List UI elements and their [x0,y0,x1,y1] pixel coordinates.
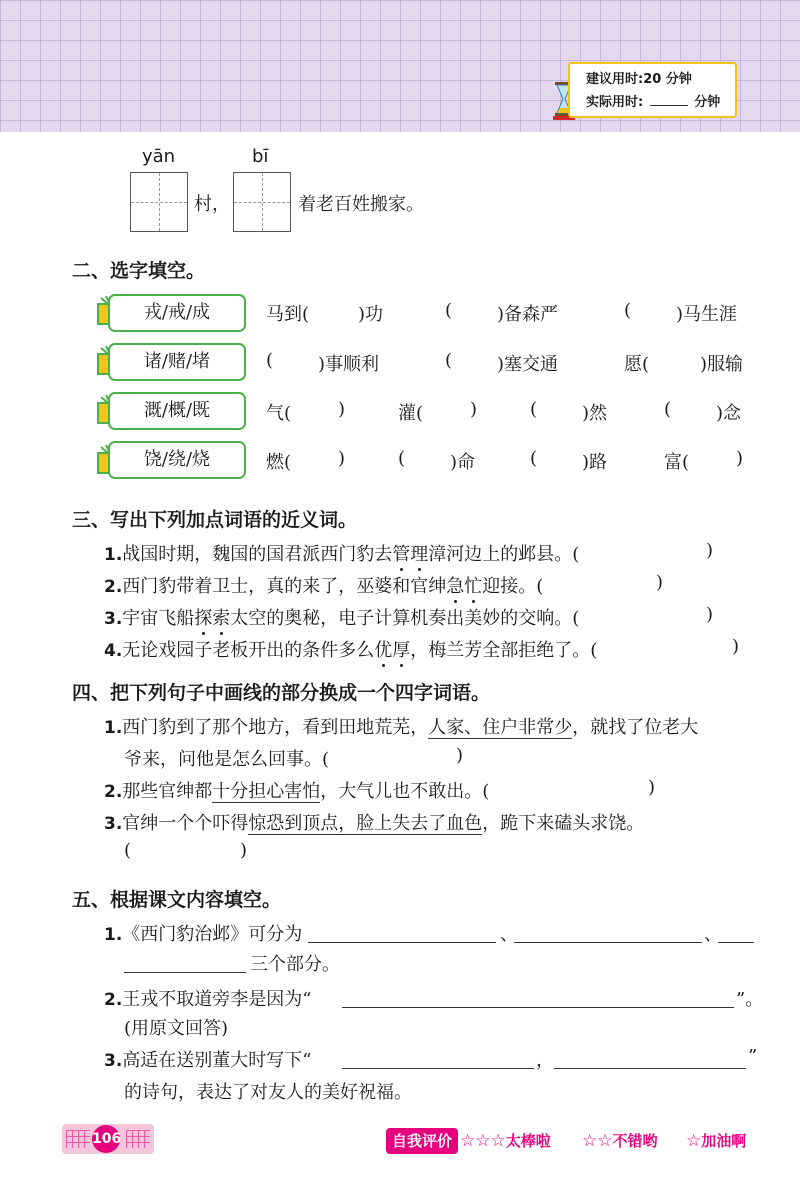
s5-q1-blank-1[interactable] [308,941,496,943]
dotted-word: 探索 [194,608,231,629]
page-number: 106 [92,1125,120,1153]
row3-item: ) [338,399,346,420]
actual-time-label: 实际用时: [586,95,644,110]
s4-question-2: 2.那些官绅都十分担心害怕，大气儿也不敢出。( [104,781,490,802]
self-evaluation-label: 自我评价 [386,1128,458,1154]
rating-keep-going[interactable]: ☆加油啊 [686,1131,747,1151]
s5-q1-blank-2[interactable] [514,941,702,943]
options-row-3: 溉/概/既 [108,392,246,430]
row4-item: 燃( [266,452,292,473]
s4-q1-close: ) [456,745,464,766]
suggested-time-label: 建议用时: [586,72,644,87]
dotted-word: 优厚 [374,640,411,661]
s5-q2-note: (用原文回答) [124,1018,229,1039]
star-icon: ☆☆☆ [460,1131,506,1151]
star-icon: ☆ [686,1131,702,1151]
s5-q3-comma: ， [536,1050,554,1071]
s4-q2-close: ) [648,777,656,798]
row2-item: ( [445,350,453,371]
s3-question-3: 3.宇宙飞船探索太空的奥秘，电子计算机奏出美妙的交响。( [104,608,580,629]
rating-great[interactable]: ☆☆☆太棒啦 [460,1131,551,1151]
options-row-1: 戎/戒/成 [108,294,246,332]
row1-item: ( [445,300,453,321]
row3-item: ( [530,399,538,420]
row3-item: 气( [266,403,292,424]
rating-good[interactable]: ☆☆不错哟 [582,1131,658,1151]
s4-question-1: 1.西门豹到了那个地方，看到田地荒芜，人家、住户非常少，就找了位老大 [104,717,699,738]
underlined-phrase: 惊恐到顶点，脸上失去了血色 [248,813,483,834]
row2-item: 愿( [624,354,650,375]
row4-item: ) [736,448,744,469]
underlined-phrase: 人家、住户非常少 [428,717,573,738]
s5-q1-line2: 三个部分。 [250,954,340,975]
section-4-title: 四、把下列句子中画线的部分换成一个四字词语。 [72,682,491,704]
row4-item: ( [530,448,538,469]
s5-q2-close: ”。 [736,989,764,1010]
section-3-title: 三、写出下列加点词语的近义词。 [72,509,358,531]
s5-q2-blank[interactable] [342,1006,734,1008]
pinyin-text-1: 村， [194,194,230,215]
row4-item: 富( [664,452,690,473]
star-icon: ☆☆ [582,1131,613,1151]
row3-item: )念 [716,403,742,424]
s5-q3-line2: 的诗句，表达了对友人的美好祝福。 [124,1082,412,1103]
s5-q3-blank-2[interactable] [554,1067,746,1069]
pinyin-bi: bī [252,146,269,167]
row2-item: )事顺利 [318,354,380,375]
row3-item: ) [470,399,478,420]
s5-question-3: 3.高适在送别董大时写下“ [104,1050,312,1071]
s5-question-1: 1.《西门豹治邺》可分为 [104,924,303,945]
row2-item: ( [266,350,274,371]
row1-item: ( [624,300,632,321]
time-box [568,62,737,118]
dotted-word: 急忙 [446,576,483,597]
row4-item: )路 [582,452,608,473]
s5-q1-sep: 、 [704,924,722,945]
s3-q2-close: ) [656,572,664,593]
s5-q3-blank-1[interactable] [342,1067,534,1069]
section-5-title: 五、根据课文内容填空。 [72,889,282,911]
row1-item: )功 [358,304,384,325]
pinyin-yan: yān [142,146,176,167]
row4-item: ( [398,448,406,469]
s5-question-2: 2.王戎不取道旁李是因为“ [104,989,312,1010]
options-row-4: 饶/绕/烧 [108,441,246,479]
dotted-word: 管理 [392,544,429,565]
options-row-2: 诸/赌/堵 [108,343,246,381]
s3-q4-close: ) [732,636,740,657]
s4-q1-line2: 爷来，问他是怎么回事。( [124,749,330,770]
s5-q3-close: ” [748,1046,758,1067]
underlined-phrase: 十分担心害怕 [212,781,321,802]
actual-time-blank[interactable] [650,93,688,106]
row3-item: ( [664,399,672,420]
s5-q1-blank-3b[interactable] [124,971,246,973]
s3-question-4: 4.无论戏园子老板开出的条件多么优厚，梅兰芳全部拒绝了。( [104,640,598,661]
tianzige-box-2[interactable] [233,172,291,232]
row2-item: )塞交通 [497,354,559,375]
s5-q1-sep: 、 [500,924,518,945]
section-2-title: 二、选字填空。 [72,260,206,282]
s3-q1-close: ) [706,540,714,561]
row4-item: )命 [450,452,476,473]
pinyin-text-2: 着老百姓搬家。 [298,194,424,215]
s3-q3-close: ) [706,604,714,625]
row1-item: 马到( [266,304,310,325]
row4-item: ) [338,448,346,469]
tianzige-box-1[interactable] [130,172,188,232]
row2-item: )服输 [700,354,744,375]
s3-question-1: 1.战国时期，魏国的国君派西门豹去管理漳河边上的邺县。( [104,544,580,565]
row1-item: )备森严 [497,304,559,325]
suggested-time-value: 20 [643,72,662,87]
s4-q3-close: ) [240,840,248,861]
row3-item: 灌( [398,403,424,424]
suggested-time-unit: 分钟 [665,72,692,87]
s4-q3-open: ( [124,840,132,861]
actual-time-unit: 分钟 [694,95,721,110]
row1-item: )马生涯 [676,304,738,325]
page-number-badge [62,1124,154,1154]
row3-item: )然 [582,403,608,424]
s3-question-2: 2.西门豹带着卫士，真的来了，巫婆和官绅急忙迎接。( [104,576,544,597]
s5-q1-blank-3a[interactable] [718,941,754,943]
s4-question-3: 3.官绅一个个吓得惊恐到顶点，脸上失去了血色，跪下来磕头求饶。 [104,813,645,834]
